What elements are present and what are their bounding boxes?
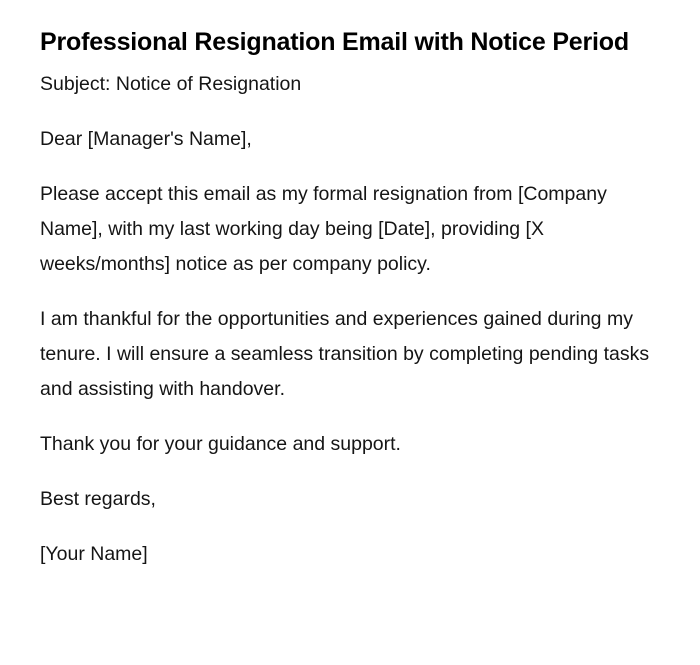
email-closing: Best regards, bbox=[40, 488, 156, 510]
document-title: Professional Resignation Email with Notice Period bbox=[40, 28, 629, 56]
email-greeting: Dear [Manager's Name], bbox=[40, 128, 252, 150]
email-document bbox=[40, 20, 660, 592]
email-body-paragraph-1: Please accept this email as my formal resignation from [Company Name], with my last working day being [Date], providing [X weeks/months] notice as per company policy. bbox=[40, 183, 607, 275]
email-subject: Subject: Notice of Resignation bbox=[40, 73, 302, 95]
email-signature: [Your Name] bbox=[40, 543, 148, 565]
email-body-paragraph-2: I am thankful for the opportunities and experiences gained during my tenure. I will ensure a seamless transition by completing pending tasks and assisting with handover. bbox=[40, 308, 650, 400]
email-body-paragraph-3: Thank you for your guidance and support. bbox=[40, 433, 401, 455]
